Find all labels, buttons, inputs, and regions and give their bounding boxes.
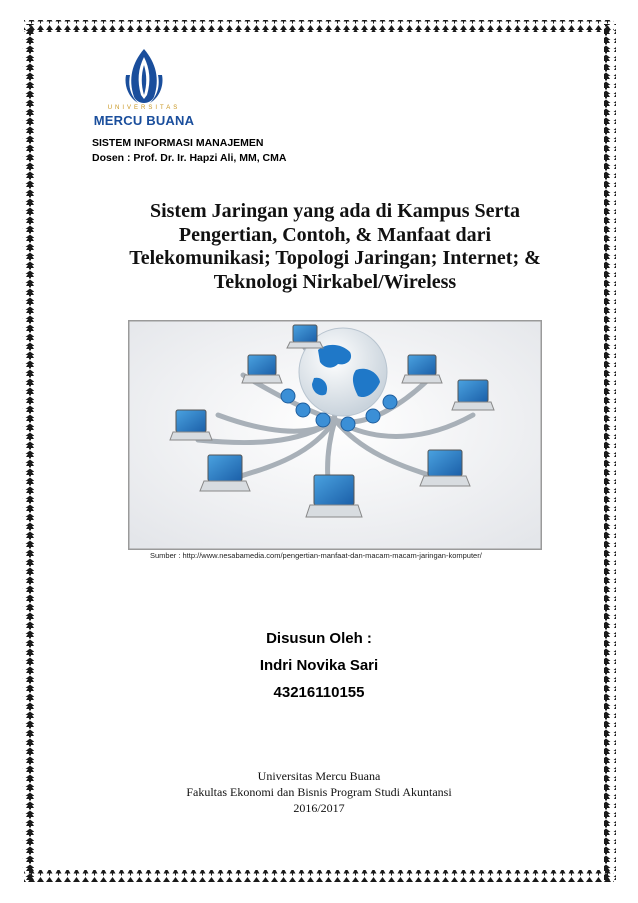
mercu-buana-flame-icon xyxy=(88,45,200,107)
university-logo xyxy=(88,45,200,135)
title-line-4: Teknologi Nirkabel/Wireless xyxy=(213,270,457,293)
course-name: SISTEM INFORMASI MANAJEMEN xyxy=(92,137,264,149)
network-illustration xyxy=(128,320,542,550)
footer-university: Universitas Mercu Buana xyxy=(257,769,381,783)
logo-university-name: MERCU BUANA xyxy=(93,113,195,128)
title-line-2: Pengertian, Contoh, & Manfaat dari xyxy=(178,223,492,246)
logo-small-text: UNIVERSITAS xyxy=(107,105,181,111)
student-id: 43216110155 xyxy=(273,684,365,701)
footer-year: 2016/2017 xyxy=(293,801,345,815)
author-name: Indri Novika Sari xyxy=(259,657,379,674)
document-title xyxy=(100,200,570,294)
title-line-3: Telekomunikasi; Topologi Jaringan; Internet; & xyxy=(129,247,541,269)
figure-caption: Sumber : http://www.nesabamedia.com/pengertian-manfaat-dan-macam-macam-jaringan-komputer/ xyxy=(150,551,482,560)
title-line-1: Sistem Jaringan yang ada di Kampus Serta xyxy=(149,200,521,222)
footer-faculty: Fakultas Ekonomi dan Bisnis Program Studi Akuntansi xyxy=(186,785,452,799)
compiled-by-label: Disusun Oleh : xyxy=(266,630,372,647)
lecturer-line: Dosen : Prof. Dr. Ir. Hapzi Ali, MM, CMA xyxy=(92,152,287,164)
